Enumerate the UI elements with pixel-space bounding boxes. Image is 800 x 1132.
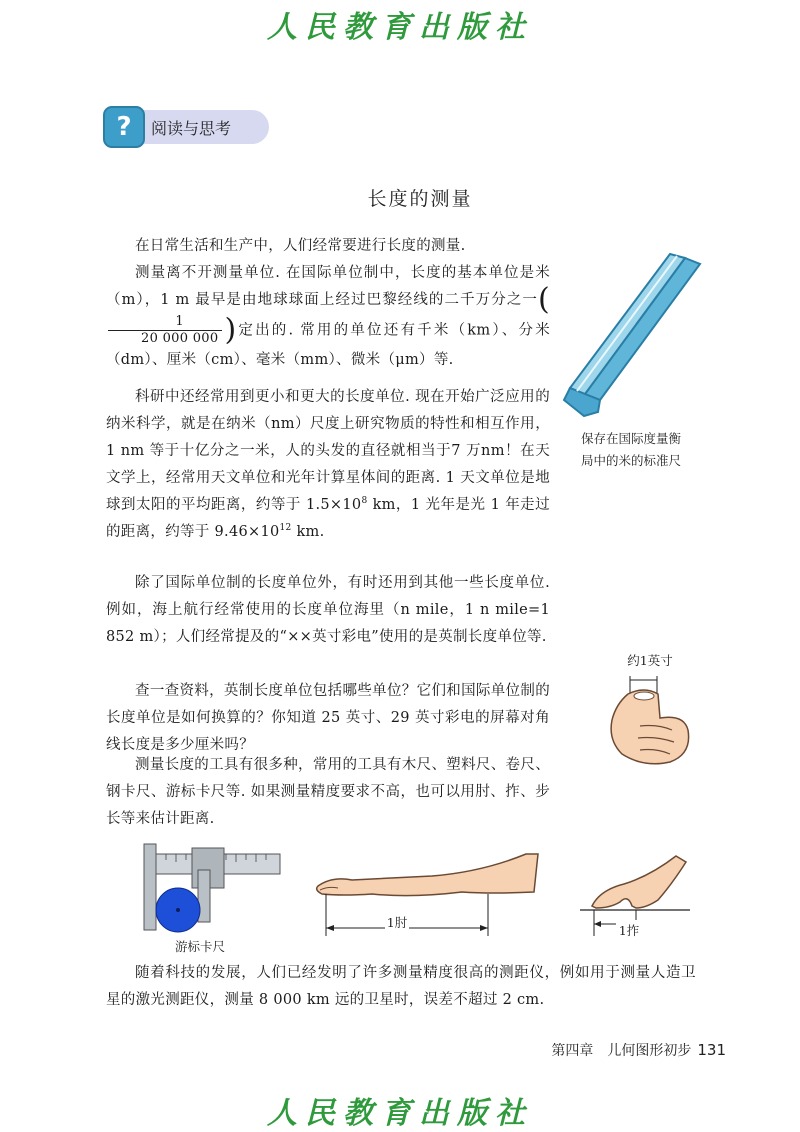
open-paren: (	[537, 282, 550, 317]
paragraph-3	[106, 384, 550, 546]
paragraph-3-text-b: km，1 光年是光 1 年走过的距离，约等于 9.46×10	[106, 497, 550, 540]
paragraph-6: 测量长度的工具有很多种，常用的工具有木尺、塑料尺、卷尺、钢卡尺、游标卡尺等. 如果测量精度要求不高，也可以用肘、拃、步长等来估计距离.	[106, 757, 550, 827]
fraction-numerator: 1	[108, 314, 222, 331]
exponent-1: 8	[361, 496, 368, 506]
close-paren: )	[224, 312, 237, 348]
paragraph-3-text-c: km.	[291, 524, 325, 540]
publisher-header: 人民教育出版社	[267, 10, 533, 45]
section-label: 阅读与思考	[151, 119, 232, 138]
span-label: 1拃	[616, 920, 642, 942]
vernier-caliper-illustration	[136, 840, 286, 935]
caliper-caption: 游标卡尺	[174, 939, 225, 954]
thumb-illustration	[600, 670, 700, 770]
question-icon: ?	[103, 106, 145, 148]
meter-bar-caption	[560, 428, 702, 472]
meter-bar-caption-line-2: 局中的米的标准尺	[580, 453, 681, 468]
paragraph-3-text-a: 科研中还经常用到更小和更大的长度单位. 现在开始广泛应用的纳米科学，就是在纳米（nm）尺度上研究物质的特性和相互作用，1 nm 等于十亿分之一米，人的头发的直径就相当于7 万nm！在天文学上，经常用天文单位和光年计算星体间的距离. 1 天文单位是地球到太阳的平均距离，约等于 1.5×10	[106, 389, 550, 513]
inch-label: 约1英寸	[627, 653, 673, 668]
meter-bar-shape	[564, 254, 700, 416]
fraction-denominator: 20 000 000	[141, 331, 219, 346]
paragraph-1: 在日常生活和生产中，人们经常要进行长度的测量.	[135, 238, 466, 254]
exponent-2: 12	[279, 523, 292, 533]
meter-bar-caption-line-1: 保存在国际度量衡	[580, 431, 681, 446]
paragraph-7: 随着科技的发展，人们已经发明了许多测量精度很高的测距仪，例如用于测量人造卫星的激光测距仪，测量 8 000 km 远的卫星时，误差不超过 2 cm.	[106, 965, 696, 1008]
paragraph-4: 除了国际单位制的长度单位外，有时还用到其他一些长度单位. 例如，海上航行经常使用的长度单位海里（n mile，1 n mile=1 852 m）；人们经常提及的“××英寸彩电”使用的是英制长度单位等.	[106, 575, 550, 645]
chapter-title: 第四章 儿何图形初步	[551, 1043, 692, 1059]
paragraph-2	[106, 260, 550, 374]
forearm-illustration	[312, 850, 542, 940]
page-number: 131	[697, 1041, 726, 1059]
meter-bar-illustration	[560, 250, 710, 420]
section-tag	[103, 106, 269, 148]
fraction	[108, 314, 222, 347]
page-footer	[500, 1040, 726, 1060]
elbow-label: 1肘	[385, 912, 409, 934]
paragraph-5: 查一查资料，英制长度单位包括哪些单位？它们和国际单位制的长度单位是如何换算的？你知道 25 英寸、29 英寸彩电的屏幕对角线长度是多少厘米吗？	[106, 683, 550, 753]
paragraph-2-text-a: 测量离不开测量单位. 在国际单位制中，长度的基本单位是米（m），1 m 最早是由地球球面上经过巴黎经线的二千万分之一	[106, 265, 550, 308]
article-title: 长度的测量	[367, 188, 473, 210]
paragraph-2-text-b: 定出的. 常用的单位还有千米（km）、分米（dm）、厘米（cm）、毫米（mm）、微米（μm）等.	[106, 322, 550, 368]
publisher-footer: 人民教育出版社	[267, 1096, 533, 1131]
